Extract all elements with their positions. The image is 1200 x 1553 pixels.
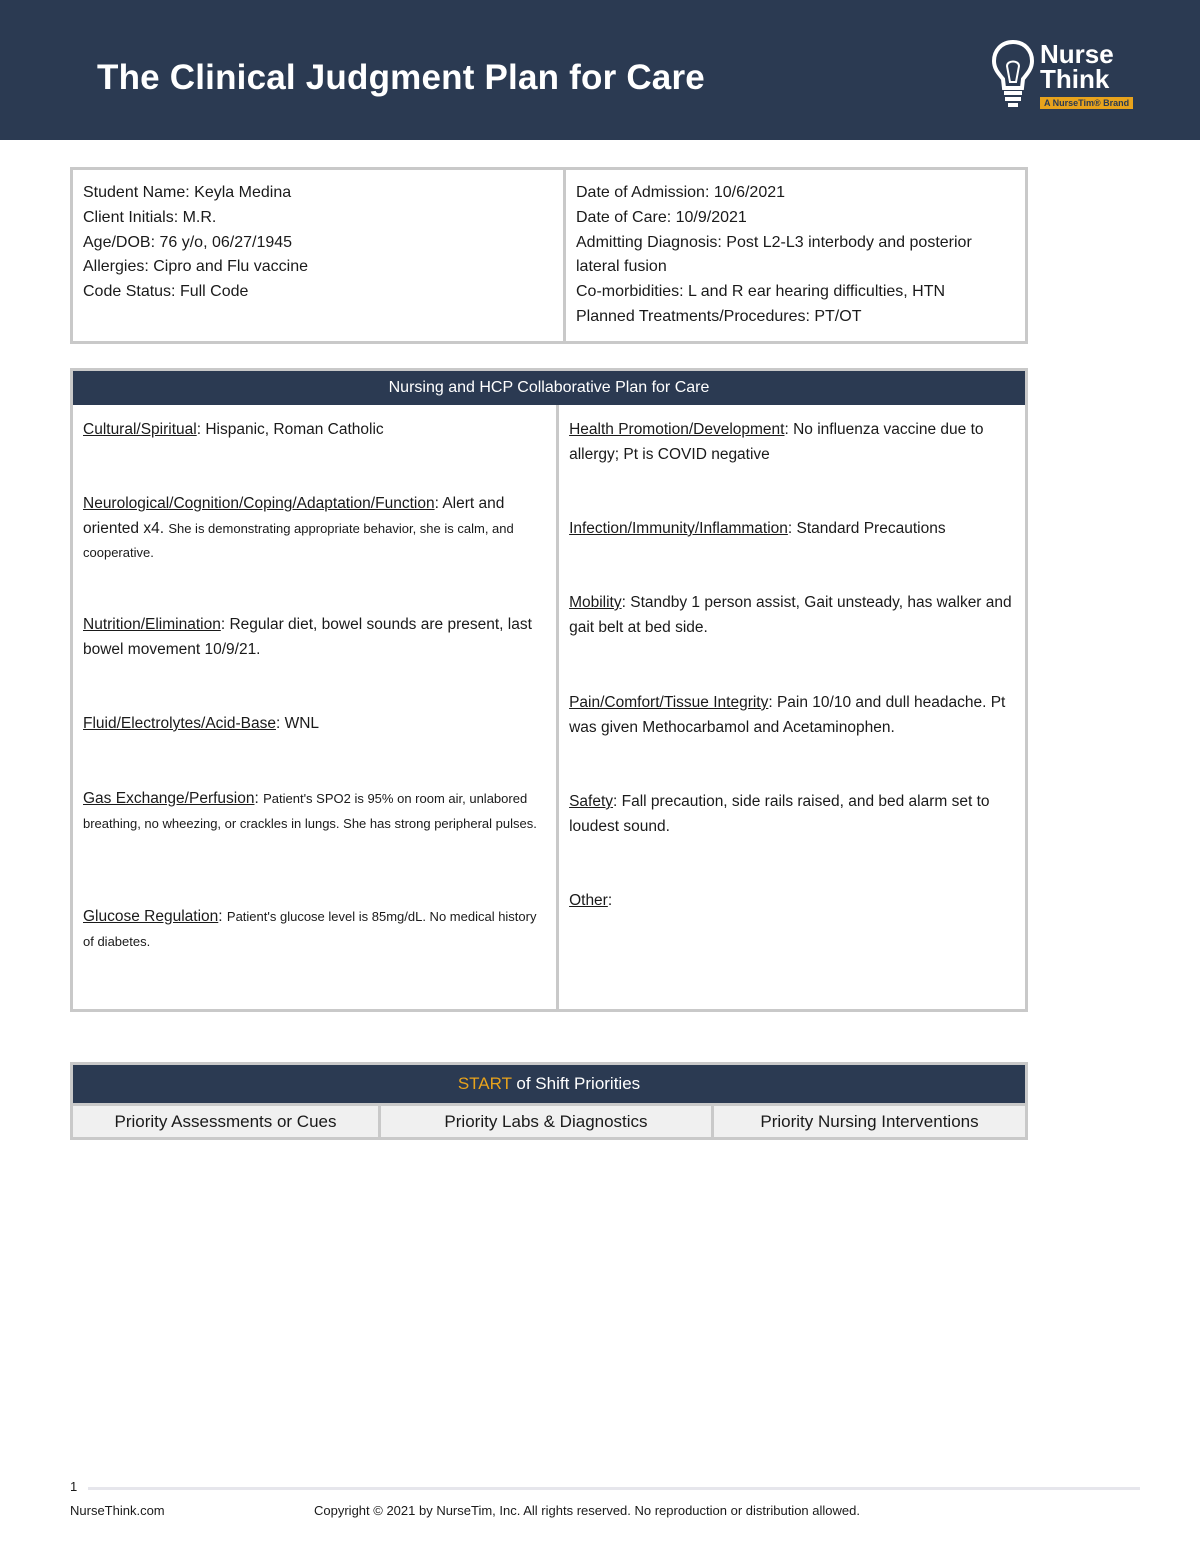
student-name: Student Name: Keyla Medina [83,184,292,201]
column-priority-labs: Priority Labs & Diagnostics [380,1105,713,1139]
section-text: : Fall precaution, side rails raised, and bed alarm set to loudest sound. [569,793,990,835]
code-status: Code Status: Full Code [83,283,249,301]
column-priority-assessments: Priority Assessments or Cues [72,1105,380,1139]
footer-copyright: Copyright © 2021 by NurseTim, Inc. All rights reserved. No reproduction or distribution allowed. [314,1503,860,1518]
priorities-title-rest: of Shift Priorities [511,1074,641,1093]
lightbulb-icon [990,38,1036,110]
care-plan-left-column [72,405,558,1011]
priorities-title [72,1064,1027,1105]
date-of-care: Date of Care: 10/9/2021 [576,208,747,226]
logo-tagline: A NurseTim® Brand [1040,97,1133,109]
section-label: Neurological/Cognition/Coping/Adaptation/Function [83,495,435,512]
section-label: Cultural/Spiritual [83,421,197,438]
section-text: : WNL [275,715,320,732]
section-label: Other [569,892,608,909]
date-of-admission: Date of Admission: 10/6/2021 [576,184,786,201]
logo-word-think: Think [1040,64,1110,94]
care-section [83,905,546,954]
section-text: : [254,790,264,807]
nursethink-logo [990,38,1140,118]
section-detail: Patient's SPO2 is 95% on room air, unlabored breathing, no wheezing, or crackles in lungs. She has strong peripheral pulses. [83,791,537,831]
section-label: Mobility [569,594,622,611]
care-plan-table [70,368,1028,1012]
care-section [569,418,1015,517]
section-text: : Regular diet, bowel sounds are present, last bowel movement 10/9/21. [83,616,532,658]
priorities-title-accent: START [457,1074,512,1093]
co-morbidities: Co-morbidities: L and R ear hearing difficulties, HTN [576,283,946,301]
section-label: Nutrition/Elimination [83,616,221,633]
section-text: : Standard Precautions [787,520,946,537]
column-priority-interventions: Priority Nursing Interventions [713,1105,1027,1139]
care-section [83,787,546,905]
section-text: : [607,892,613,909]
care-section [83,492,546,613]
section-text: : Hispanic, Roman Catholic [196,421,384,438]
section-text: : Pain 10/10 and dull headache. Pt was given Methocarbamol and Acetaminophen. [569,694,1006,736]
logo-word-nurse: Nurse [1040,39,1114,69]
page-title: The Clinical Judgment Plan for Care [97,58,705,97]
start-of-shift-priorities-table [70,1062,1028,1140]
section-detail: Patient's glucose level is 85mg/dL. No medical history of diabetes. [83,909,537,949]
student-info-table [70,167,1028,344]
care-section [83,712,546,787]
section-text: : Alert and oriented x4. [83,495,505,537]
page-header [0,0,1200,140]
section-label: Safety [569,793,614,810]
care-section [83,613,546,712]
care-section [569,691,1015,790]
section-label: Gas Exchange/Perfusion [83,790,255,807]
care-section [569,790,1015,889]
section-label: Health Promotion/Development [569,421,785,438]
section-label: Pain/Comfort/Tissue Integrity [569,694,769,711]
section-text: : [218,908,227,925]
care-section [569,591,1015,691]
section-label: Infection/Immunity/Inflammation [569,520,788,537]
student-info-left [72,169,565,343]
care-plan-right-column [558,405,1027,1011]
footer-website: NurseThink.com [70,1503,165,1518]
section-label: Fluid/Electrolytes/Acid-Base [83,715,276,732]
client-initials: Client Initials: M.R. [83,208,217,226]
age-dob: Age/DOB: 76 y/o, 06/27/1945 [83,233,293,251]
student-info-right [565,169,1027,343]
care-plan-title: Nursing and HCP Collaborative Plan for Care [72,370,1027,406]
section-label: Glucose Regulation [83,908,219,925]
page-number: 1 [70,1479,78,1494]
planned-treatments: Planned Treatments/Procedures: PT/OT [576,307,862,325]
footer-divider [88,1487,1140,1490]
admitting-diagnosis: Admitting Diagnosis: Post L2-L3 interbody and posterior lateral fusion [576,233,972,276]
care-section [569,889,1015,914]
care-section [83,418,546,492]
section-text: : Standby 1 person assist, Gait unsteady, has walker and gait belt at bed side. [569,594,1012,636]
allergies: Allergies: Cipro and Flu vaccine [83,258,308,276]
section-text: : No influenza vaccine due to allergy; Pt is COVID negative [569,421,984,463]
care-section [569,517,1015,591]
section-detail: She is demonstrating appropriate behavior, she is calm, and cooperative. [83,520,514,560]
